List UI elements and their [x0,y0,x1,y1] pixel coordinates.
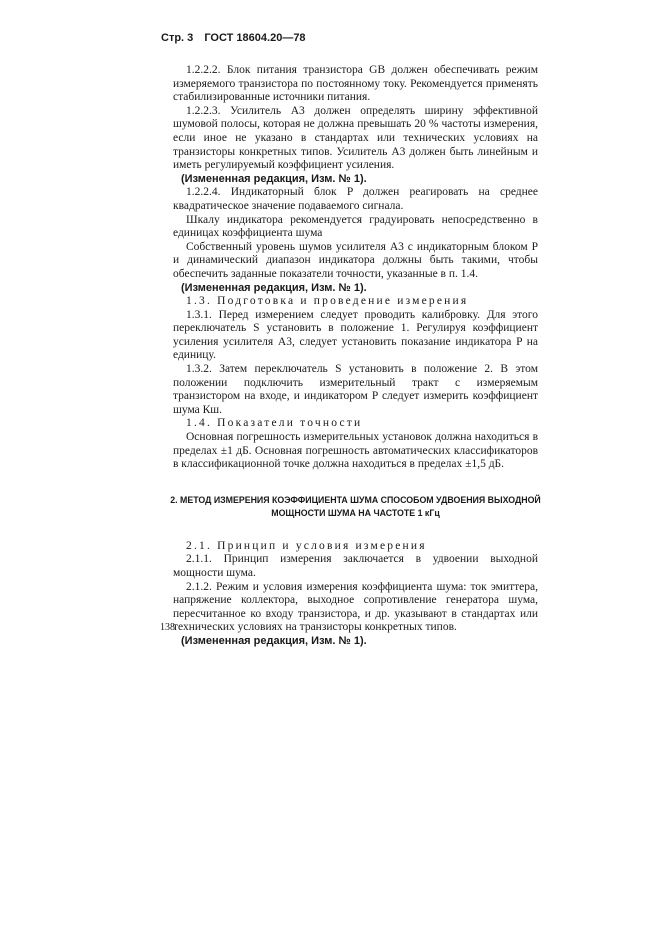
paragraph-noise-level: Собственный уровень шумов усилителя А3 с индикаторным блоком P и динамический диапазон индикатора должны быть такими, чтобы обеспечить заданные показатели точности, указанные в п. 1.4. [173,240,538,280]
paragraph-1-2-2-2: 1.2.2.2. Блок питания транзистора GB должен обеспечивать режим измеряемого транзистора по постоянному току. Рекомендуется применять стабилизированные источники питания. [173,64,538,104]
paragraph-1-2-2-3: 1.2.2.3. Усилитель А3 должен определять ширину эффективной шумовой полосы, которая не должна превышать 20 % частоты измерения, если иное не указано в стандартах или технических условиях на транзисторы конкретных типов. Усилитель А3 должен быть линейным и иметь регулируемый коэффициент усиления. [173,104,538,172]
amendment-note-1: (Измененная редакция, Изм. № 1). [181,172,367,185]
page-header [161,32,314,44]
standard-number: ГОСТ 18604.20—78 [204,32,306,44]
paragraph-2-1-1: 2.1.1. Принцип измерения заключается в удвоении выходной мощности шума. [173,553,538,579]
paragraph-accuracy: Основная погрешность измерительных установок должна находиться в пределах ±1 дБ. Основная погрешность автоматических классификаторов в классификационной точке должна находиться в пределах ±1,5 дБ. [173,431,538,471]
footer-page-number: 138 [160,622,175,633]
paragraph-1-2-2-4: 1.2.2.4. Индикаторный блок P должен реагировать на среднее квадратическое значение подаваемого сигнала. [173,186,538,212]
paragraph-2-1-2: 2.1.2. Режим и условия измерения коэффициента шума: ток эмиттера, напряжение коллектора, выходное сопротивление генератора шума, пересчитанное ко входу транзистора, и др. указывают в стандартах или технических условиях на транзисторы конкретных типов. [173,580,538,634]
page-number-label: Стр. 3 [161,32,194,44]
paragraph-1-3-2: 1.3.2. Затем переключатель S установить в положение 2. В этом положении подключить измерительный тракт с измеряемым транзистором на входе, и индикатором P следует измерить коэффициент шума Кш. [173,363,538,416]
heading-1-4: 1.4. Показатели точности [186,417,363,430]
paragraph-1-3-1: 1.3.1. Перед измерением следует проводить калибровку. Для этого переключатель S установить в положение 1. Регулируя коэффициент усиления усилителя А3, следует установить показание индикатора P на единицу. [173,308,538,362]
section-2-title: 2. МЕТОД ИЗМЕРЕНИЯ КОЭФФИЦИЕНТА ШУМА СПОСОБОМ УДВОЕНИЯ ВЫХОДНОЙ МОЩНОСТИ ШУМА НА ЧАСТОТЕ 1 кГц [170,494,541,518]
document-body [170,64,541,649]
heading-2-1: 2.1. Принцип и условия измерения [186,539,427,552]
amendment-note-3: (Измененная редакция, Изм. № 1). [181,634,367,647]
heading-1-3: 1.3. Подготовка и проведение измерения [186,295,469,308]
paragraph-scale: Шкалу индикатора рекомендуется градуировать непосредственно в единицах коэффициента шума [173,213,538,240]
amendment-note-2: (Измененная редакция, Изм. № 1). [181,281,367,294]
